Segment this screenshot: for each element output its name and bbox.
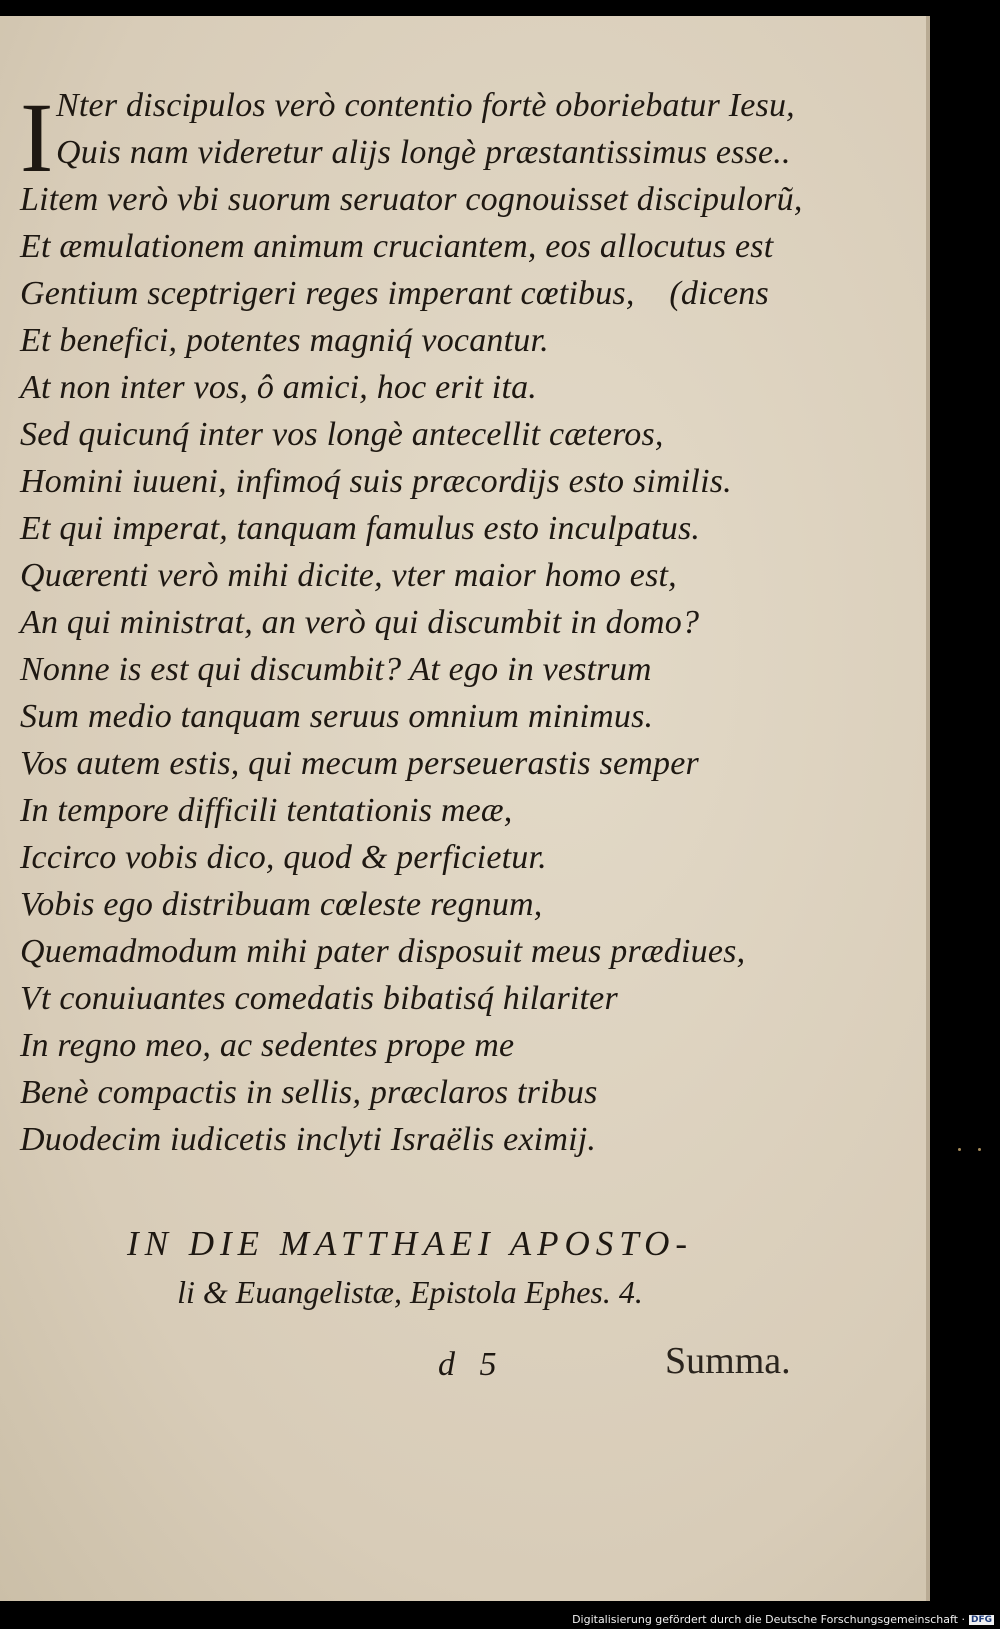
poem-line-7: At non inter vos, ô amici, hoc erit ita. xyxy=(20,369,537,406)
poem-line-8: Sed quicunq́ inter vos longè antecellit cæteros, xyxy=(20,416,664,453)
poem-line-23: Duodecim iudicetis inclyti Israëlis eximij. xyxy=(20,1121,597,1158)
poem-line-21: In regno meo, ac sedentes prope me xyxy=(20,1027,515,1064)
poem-line-20: Vt conuiuantes comedatis bibatisq́ hilariter xyxy=(20,980,618,1017)
poem-line-11: Quærenti verò mihi dicite, vter maior homo est, xyxy=(20,557,677,594)
poem-line-2: Quis nam videretur alijs longè præstantissimus esse.. xyxy=(56,134,791,171)
dfg-logo-icon: DFG xyxy=(970,1615,992,1625)
footer-text: Digitalisierung gefördert durch die Deutsche Forschungsgemeinschaft · xyxy=(572,1613,965,1626)
margin-dot xyxy=(978,1148,981,1151)
poem-line-1: Nter discipulos verò contentio fortè oboriebatur Iesu, xyxy=(56,87,795,124)
digitization-footer xyxy=(572,1613,994,1626)
poem-line-12: An qui ministrat, an verò qui discumbit in domo? xyxy=(20,604,700,641)
poem-text-block xyxy=(20,82,910,1163)
poem-line-10: Et qui imperat, tanquam famulus esto inculpatus. xyxy=(20,510,701,547)
section-heading xyxy=(20,1220,800,1316)
poem-line-19: Quemadmodum mihi pater disposuit meus prædiues, xyxy=(20,933,746,970)
poem-line-17: Iccirco vobis dico, quod & perficietur. xyxy=(20,839,547,876)
heading-line-1: IN DIE MATTHAEI APOSTO- xyxy=(126,1224,694,1263)
poem-line-6: Et benefici, potentes magniq́ vocantur. xyxy=(20,322,549,359)
drop-cap: I xyxy=(20,82,54,193)
catchword: Summa. xyxy=(665,1340,791,1382)
poem-line-5: Gentium sceptrigeri reges imperant cœtibus, (dicens xyxy=(20,275,769,312)
poem-line-4: Et æmulationem animum cruciantem, eos allocutus est xyxy=(20,228,774,265)
poem-line-3: Litem verò vbi suorum seruator cognouisset discipulorũ, xyxy=(20,181,803,218)
margin-dot xyxy=(958,1148,961,1151)
book-page xyxy=(0,16,930,1601)
poem-line-14: Sum medio tanquam seruus omnium minimus. xyxy=(20,698,654,735)
poem-line-22: Benè compactis in sellis, præclaros tribus xyxy=(20,1074,598,1111)
signature-mark: d 5 xyxy=(438,1346,505,1383)
poem-line-15: Vos autem estis, qui mecum perseuerastis semper xyxy=(20,745,699,782)
heading-line-2: li & Euangelistæ, Epistola Ephes. 4. xyxy=(177,1274,643,1310)
poem-line-16: In tempore difficili tentationis meæ, xyxy=(20,792,513,829)
poem-line-13: Nonne is est qui discumbit? At ego in vestrum xyxy=(20,651,652,688)
poem-line-18: Vobis ego distribuam cœleste regnum, xyxy=(20,886,543,923)
poem-line-9: Homini iuueni, infimoq́ suis præcordijs esto similis. xyxy=(20,463,732,500)
